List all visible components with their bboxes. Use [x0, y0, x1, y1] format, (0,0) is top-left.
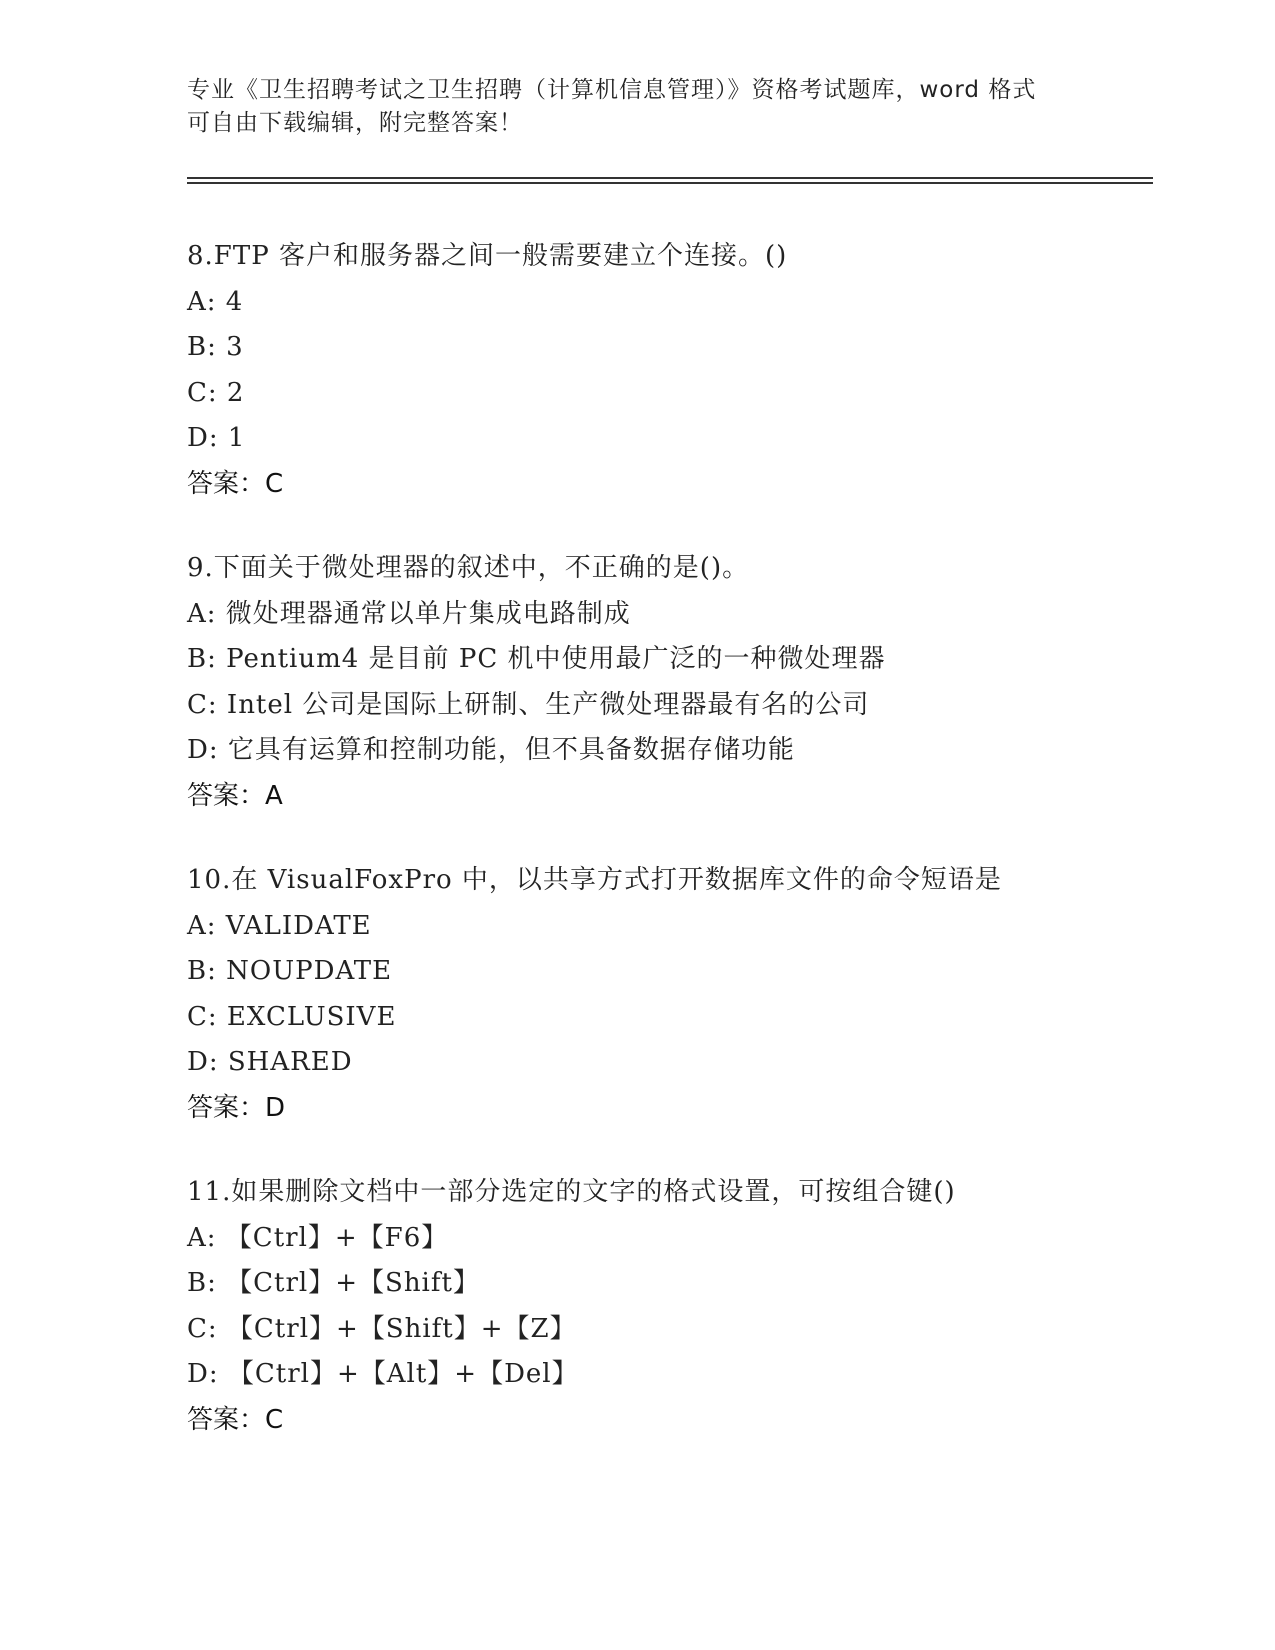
option-c: C: Intel 公司是国际上研制、生产微处理器最有名的公司	[187, 689, 870, 720]
header-divider-bottom	[187, 182, 1153, 184]
option-b: B: Pentium4 是目前 PC 机中使用最广泛的一种微处理器	[187, 644, 886, 674]
option-a: A: 4	[187, 286, 244, 317]
option-d: D: SHARED	[187, 1047, 353, 1077]
option-c: C: 2	[187, 377, 245, 408]
option-b: B: 【Ctrl】+【Shift】	[187, 1268, 480, 1298]
option-d: D: 1	[187, 423, 246, 453]
question-stem: 9.下面关于微处理器的叙述中，不正确的是()。	[187, 553, 750, 583]
header-line-2: 可自由下载编辑，附完整答案！	[187, 110, 523, 136]
option-b: B: NOUPDATE	[187, 956, 393, 986]
option-b: B: 3	[187, 332, 244, 362]
question-11	[187, 1170, 1167, 1443]
question-stem: 10.在 VisualFoxPro 中，以共享方式打开数据库文件的命令短语是	[187, 865, 1002, 895]
answer-line: 答案：D	[187, 1092, 286, 1123]
question-9	[187, 546, 1167, 819]
question-stem: 11.如果删除文档中一部分选定的文字的格式设置，可按组合键()	[187, 1177, 956, 1207]
option-c: C: 【Ctrl】+【Shift】+【Z】	[187, 1313, 577, 1344]
question-10	[187, 858, 1167, 1131]
option-a: A: VALIDATE	[187, 910, 372, 941]
option-c: C: EXCLUSIVE	[187, 1001, 397, 1032]
question-8	[187, 234, 1167, 507]
option-a: A: 微处理器通常以单片集成电路制成	[187, 598, 631, 629]
header-divider-top	[187, 177, 1153, 179]
option-d: D: 它具有运算和控制功能，但不具备数据存储功能	[187, 735, 795, 765]
answer-line: 答案：C	[187, 1404, 284, 1435]
answer-line: 答案：C	[187, 468, 284, 499]
question-stem: 8.FTP 客户和服务器之间一般需要建立个连接。()	[187, 241, 788, 271]
answer-line: 答案：A	[187, 780, 283, 811]
question-list	[187, 234, 1167, 1482]
header-line-1: 专业《卫生招聘考试之卫生招聘（计算机信息管理）》资格考试题库，word 格式	[187, 77, 1037, 103]
option-a: A: 【Ctrl】+【F6】	[187, 1222, 449, 1253]
option-d: D: 【Ctrl】+【Alt】+【Del】	[187, 1359, 579, 1389]
document-header	[187, 74, 1087, 140]
